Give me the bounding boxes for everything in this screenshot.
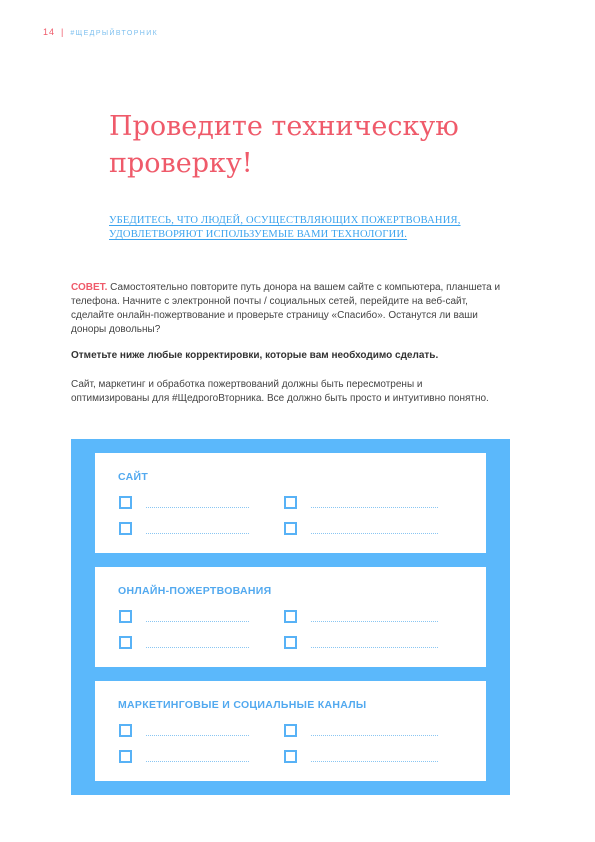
section-card-marketing <box>95 681 486 781</box>
checkbox[interactable] <box>284 496 297 509</box>
header-brand: #ЩЕДРЫЙВТОРНИК <box>70 30 159 37</box>
write-in-line[interactable] <box>311 533 438 534</box>
checklist-panel <box>71 439 510 795</box>
checklist-item <box>119 750 249 763</box>
write-in-line[interactable] <box>146 647 249 648</box>
checklist-item <box>284 636 438 649</box>
checklist-item <box>284 610 438 623</box>
tip-text: Самостоятельно повторите путь донора на вашем сайте с компьютера, планшета и телефона. Начните с электронной почты / социальных сетей, перейдите на веб-сайт, сделайте онлайн-пожертвование и проверьте страницу «Спасибо». Останутся ли ваши доноры довольны? <box>71 282 501 335</box>
section-title: САЙТ <box>118 471 149 483</box>
checklist-item <box>119 636 249 649</box>
instruction-note: Отметьте ниже любые корректировки, которые вам необходимо сделать. <box>71 350 439 361</box>
write-in-line[interactable] <box>146 621 249 622</box>
write-in-line[interactable] <box>146 761 249 762</box>
checkbox[interactable] <box>119 750 132 763</box>
page-title: Проведите техническую проверку! <box>109 111 459 179</box>
section-title: МАРКЕТИНГОВЫЕ И СОЦИАЛЬНЫЕ КАНАЛЫ <box>118 699 367 711</box>
section-card-site <box>95 453 486 553</box>
checkbox[interactable] <box>284 610 297 623</box>
checkbox[interactable] <box>119 724 132 737</box>
section-title: ОНЛАЙН-ПОЖЕРТВОВАНИЯ <box>118 585 272 597</box>
tip-paragraph <box>71 281 511 337</box>
page-number: 14 <box>43 27 56 37</box>
checklist-item <box>284 724 438 737</box>
write-in-line[interactable] <box>311 735 438 736</box>
write-in-line[interactable] <box>311 507 438 508</box>
body-paragraph: Сайт, маркетинг и обработка пожертвований должны быть пересмотрены и оптимизированы для #ЩедрогоВторника. Все должно быть просто и интуитивно понятно. <box>71 379 489 404</box>
checklist-item <box>119 496 249 509</box>
checkbox[interactable] <box>119 610 132 623</box>
checklist-item <box>119 724 249 737</box>
checklist-item <box>284 496 438 509</box>
tip-label: СОВЕТ. <box>71 282 108 293</box>
checkbox[interactable] <box>284 636 297 649</box>
write-in-line[interactable] <box>311 621 438 622</box>
checkbox[interactable] <box>119 636 132 649</box>
write-in-line[interactable] <box>146 533 249 534</box>
checkbox[interactable] <box>119 522 132 535</box>
checkbox[interactable] <box>284 750 297 763</box>
checklist-item <box>119 522 249 535</box>
checkbox[interactable] <box>119 496 132 509</box>
write-in-line[interactable] <box>311 761 438 762</box>
checklist-item <box>284 522 438 535</box>
write-in-line[interactable] <box>146 735 249 736</box>
write-in-line[interactable] <box>311 647 438 648</box>
running-header <box>43 27 158 37</box>
checklist-item <box>119 610 249 623</box>
checklist-item <box>284 750 438 763</box>
checkbox[interactable] <box>284 724 297 737</box>
checkbox[interactable] <box>284 522 297 535</box>
write-in-line[interactable] <box>146 507 249 508</box>
subtitle: УБЕДИТЕСЬ, ЧТО ЛЮДЕЙ, ОСУЩЕСТВЛЯЮЩИХ ПОЖЕРТВОВАНИЯ, УДОВЛЕТВОРЯЮТ ИСПОЛЬЗУЕМЫЕ ВАМИ ТЕХНОЛОГИИ. <box>109 215 461 240</box>
header-separator: | <box>61 27 65 37</box>
section-card-online-donations <box>95 567 486 667</box>
